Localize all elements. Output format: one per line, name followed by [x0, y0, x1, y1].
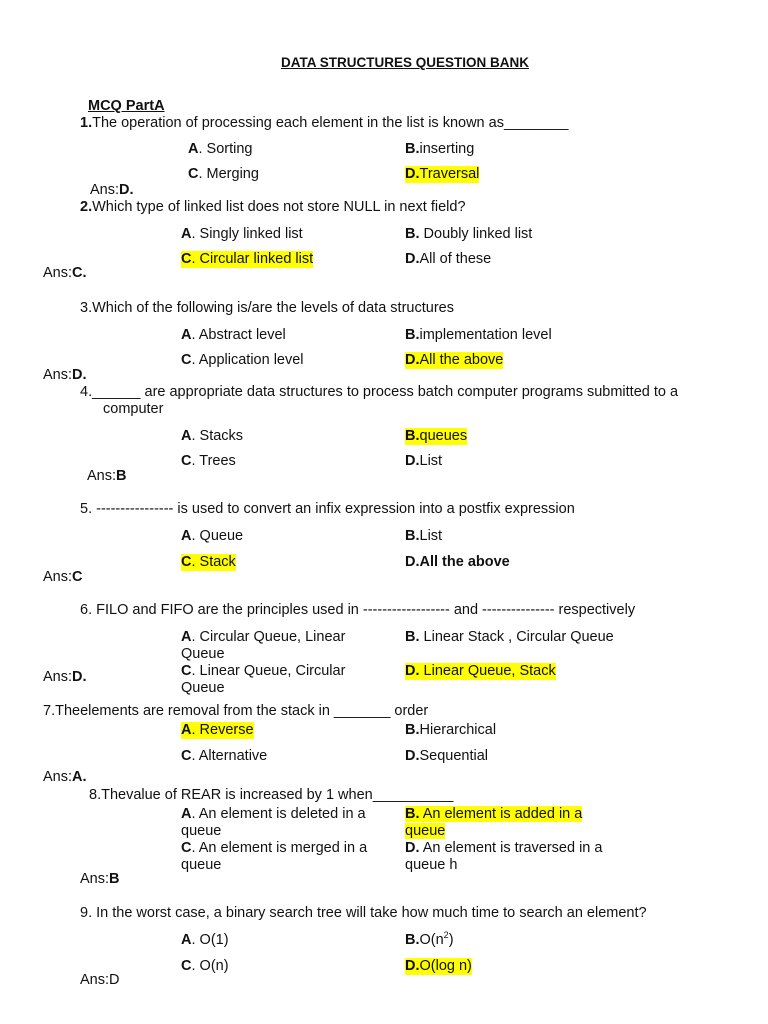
q3-option-a: A. Abstract level: [181, 327, 286, 343]
section-heading: MCQ PartA: [88, 98, 165, 114]
q5-answer: Ans:C: [43, 569, 83, 585]
q9-option-a: A. O(1): [181, 932, 229, 948]
q8-option-b-correct: B. An element is added in a queue: [405, 806, 583, 839]
q1-option-b: B.inserting: [405, 141, 475, 157]
q2-option-c-correct: C. Circular linked list: [181, 251, 314, 267]
q1-option-a: A. Sorting: [188, 141, 253, 157]
q1-option-c: C. Merging: [188, 166, 259, 182]
q3-option-b: B.implementation level: [405, 327, 552, 343]
question-9: 9. In the worst case, a binary search tree will take how much time to search an element?: [80, 905, 647, 921]
q4-answer: Ans:B: [87, 468, 127, 484]
q9-option-d-correct: D.O(log n): [405, 958, 472, 974]
q2-option-a: A. Singly linked list: [181, 226, 303, 242]
q6-option-a: A. Circular Queue, Linear Queue: [181, 629, 346, 662]
q6-answer: Ans:D.: [43, 669, 87, 685]
q3-option-d-correct: D.All the above: [405, 352, 504, 368]
question-8: 8.Thevalue of REAR is increased by 1 when__________: [89, 787, 454, 803]
question-7: 7.Theelements are removal from the stack in _______ order: [43, 703, 429, 719]
q7-option-d: D.Sequential: [405, 748, 489, 764]
question-3: 3.Which of the following is/are the levels of data structures: [80, 300, 454, 316]
q9-option-b: $B.O(n^2)$: [405, 930, 454, 948]
q2-option-b: B. Doubly linked list: [405, 226, 533, 242]
q6-option-b: B. Linear Stack , Circular Queue: [405, 629, 614, 645]
q5-option-c-correct: C. Stack: [181, 554, 236, 570]
q7-answer: Ans:A.: [43, 769, 87, 785]
q1-answer: Ans:D.: [90, 182, 134, 198]
question-4: 4.______ are appropriate data structures to process batch computer programs submitted to a: [80, 384, 679, 400]
q4-option-d: D.List: [405, 453, 443, 469]
q5-option-d: D.All the above: [405, 554, 510, 570]
q3-answer: Ans:D.: [43, 367, 87, 383]
question-2: 2.Which type of linked list does not store NULL in next field?: [80, 199, 466, 215]
question-6: 6. FILO and FIFO are the principles used in ------------------ and --------------- respectively: [80, 602, 636, 618]
q7-option-b: B.Hierarchical: [405, 722, 497, 738]
q5-option-a: A. Queue: [181, 528, 244, 544]
q4-option-c: C. Trees: [181, 453, 236, 469]
q6-option-c: C. Linear Queue, Circular Queue: [181, 663, 346, 696]
q9-answer: Ans:D: [80, 972, 120, 988]
q5-option-b: B.List: [405, 528, 443, 544]
q8-option-d: D. An element is traversed in a queue h: [405, 840, 603, 873]
q7-option-a-correct: A. Reverse: [181, 722, 254, 738]
q8-option-a: A. An element is deleted in a queue: [181, 806, 366, 839]
q3-option-c: C. Application level: [181, 352, 304, 368]
document-title: DATA STRUCTURES QUESTION BANK: [281, 55, 529, 70]
q4-option-a: A. Stacks: [181, 428, 244, 444]
q7-option-c: C. Alternative: [181, 748, 268, 764]
q2-answer: Ans:C.: [43, 265, 87, 281]
q2-option-d: D.All of these: [405, 251, 492, 267]
q8-option-c: C. An element is merged in a queue: [181, 840, 368, 873]
question-1: 1.The operation of processing each element in the list is known as________: [80, 115, 569, 131]
q1-option-d-correct: D.Traversal: [405, 166, 480, 182]
question-5: 5. ---------------- is used to convert an infix expression into a postfix expression: [80, 501, 575, 517]
q6-option-d-correct: D. Linear Queue, Stack: [405, 663, 556, 679]
q9-option-c: C. O(n): [181, 958, 229, 974]
question-4-cont: computer: [103, 401, 164, 417]
q8-answer: Ans:B: [80, 871, 120, 887]
q4-option-b-correct: B.queues: [405, 428, 468, 444]
